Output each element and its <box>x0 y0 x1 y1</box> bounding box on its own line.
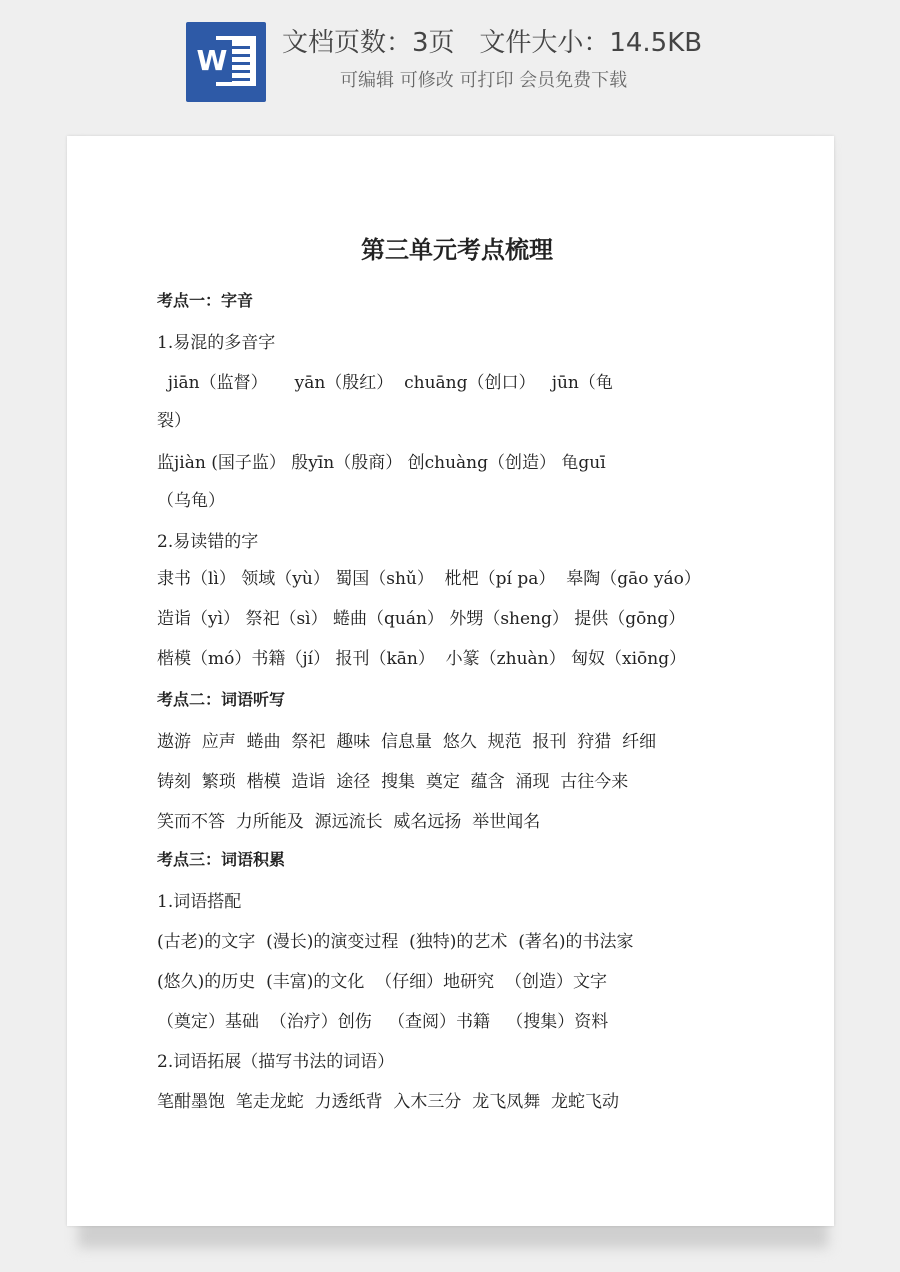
document-title: 第三单元考点梳理 <box>361 236 553 264</box>
text-line: 造诣（yì） 祭祀（sì） 蜷曲（quán） 外甥（sheng） 提供（gōng） <box>157 609 686 629</box>
text-line: jiān（监督） yān（殷红） chuāng（创口） jūn（龟 <box>157 373 613 393</box>
subheading: 2.词语拓展（描写书法的词语） <box>157 1052 395 1072</box>
word-document-icon <box>186 22 266 102</box>
document-info-header <box>0 0 900 130</box>
section-heading-2: 考点二：词语听写 <box>157 690 286 709</box>
text-line: （乌龟） <box>157 491 225 511</box>
text-line: (悠久)的历史 (丰富)的文化 （仔细）地研究 （创造）文字 <box>157 972 607 992</box>
text-line: 隶书（lì） 领域（yù） 蜀国（shǔ） 枇杷（pí pa） 皋陶（gāo yáo） <box>157 569 701 589</box>
text-line: 裂） <box>157 411 191 431</box>
text-line: 楷模（mó）书籍（jí） 报刊（kān） 小篆（zhuàn） 匈奴（xiōng） <box>157 649 687 669</box>
word-icon-letter: W <box>192 40 232 82</box>
subheading: 1.词语搭配 <box>157 892 242 912</box>
text-line: 遨游 应声 蜷曲 祭祀 趣味 信息量 悠久 规范 报刊 狩猎 纤细 <box>157 732 657 752</box>
text-line: 笔酣墨饱 笔走龙蛇 力透纸背 入木三分 龙飞凤舞 龙蛇飞动 <box>157 1092 620 1112</box>
document-features: 可编辑 可修改 可打印 会员免费下载 <box>340 70 628 91</box>
section-heading-1: 考点一：字音 <box>157 291 254 310</box>
text-line: 笑而不答 力所能及 源远流长 威名远扬 举世闻名 <box>157 812 541 832</box>
text-line: （奠定）基础 （治疗）创伤 （查阅）书籍 （搜集）资料 <box>157 1012 609 1032</box>
subheading: 1.易混的多音字 <box>157 333 276 353</box>
text-line: 铸刻 繁琐 楷模 造诣 途径 搜集 奠定 蕴含 涌现 古往今来 <box>157 772 629 792</box>
text-line: (古老)的文字 (漫长)的演变过程 (独特)的艺术 (著名)的书法家 <box>157 932 634 952</box>
document-pages-size: 文档页数：3页 文件大小：14.5KB <box>282 28 703 58</box>
document-page <box>67 136 834 1226</box>
subheading: 2.易读错的字 <box>157 532 259 552</box>
text-line: 监jiàn (国子监） 殷yīn（殷商） 创chuàng（创造） 龟guī <box>157 453 606 473</box>
section-heading-3: 考点三：词语积累 <box>157 850 286 869</box>
